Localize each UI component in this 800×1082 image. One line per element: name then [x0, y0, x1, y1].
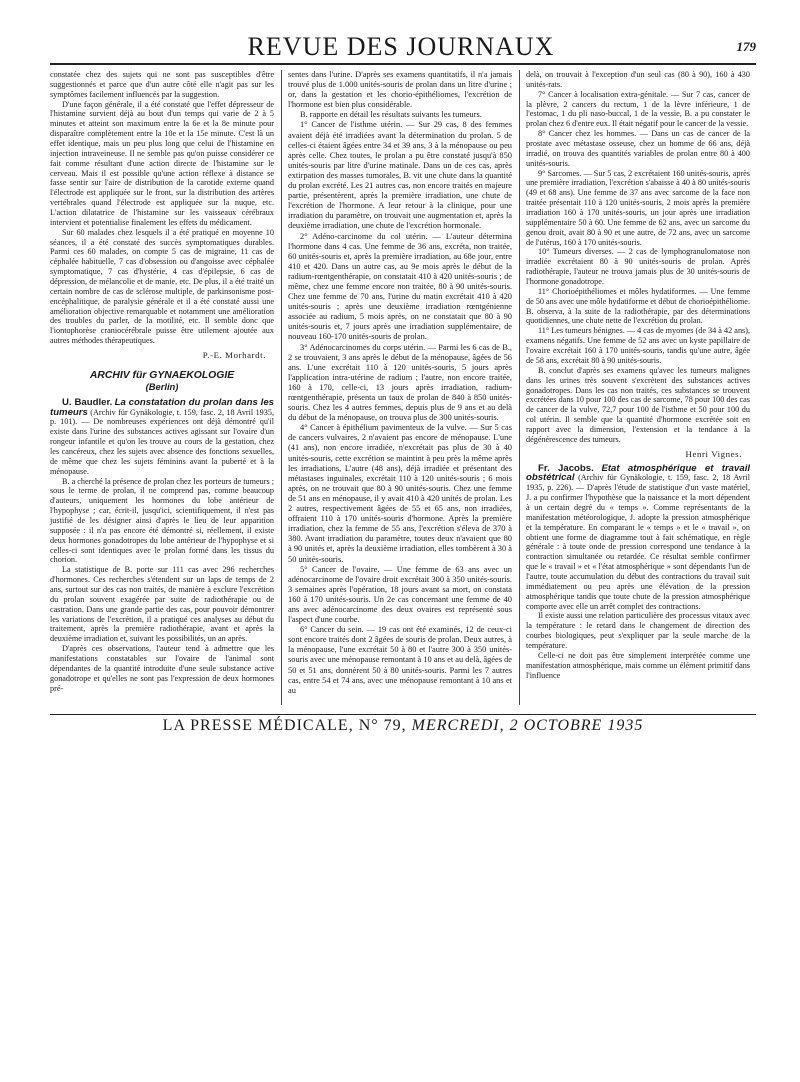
column-3 [526, 70, 750, 680]
paragraph: 9° Sarcomes. — Sur 5 cas, 2 excrétaient 160 unités-souris, après une première irradiation, l'excrétion s'abaisse à 40 à 80 unités-souris (49 et 68 ans). Une femme de 37 ans avec sarcome de la face non traitée présentait 110 à 120 unités-souris, 2 mois après la première irradiation 160 à 170 unités-souris, un jour après une irradiation supplémentaire 50 à 60. Une femme de 62 ans, avec un sarcome du genou droit, avait 80 à 90 et une autre, de 72 ans, avec un sarcome de l'utérus, 160 à 170 unités-souris. [526, 168, 750, 247]
paragraph: 7° Cancer à localisation extra-génitale. — Sur 7 cas, cancer de la plèvre, 2 cancers du rectum, 1 de la lèvre inférieure, 1 de l'estomac, 1 du pli naso-buccal, 1 de la vessie, B. a pu constater le prolan chez 6 d'entre eux. Il était négatif pour le cancer de la vessie. [526, 89, 750, 129]
paragraph: Celle-ci ne doit pas être simplement interprétée comme une manifestation atmosphérique, mais comme un élément primitif dans l'influence [526, 650, 750, 680]
article-citation: (Archiv für Gynäkologie, t. 159, fasc. 2, 18 Avril 1935, p. 226). — [526, 473, 751, 493]
page-header [50, 31, 756, 63]
footer-date: MERCREDI, 2 OCTOBRE 1935 [411, 717, 644, 734]
paragraph: 3° Adénocarcinomes du corps utérin. — Parmi les 6 cas de B., 2 se trouvaient, 3 ans après le début de la ménopause, âgées de 56 ans. L'une excrétait 110 à 120 unités-souris, 5 jours après l'application intra-utérine de radium ; l'autre, non encore traitée, 160 à 170, celle-ci, 13 jours après irradiation, radium-rœntgenthérapie, présenta un taux de prolan de 840 à 850 unités-souris. Chez les 4 autres femmes, depuis plus de 9 ans et au delà du début de la ménopause, on trouva plus de 300 unités-souris. [288, 342, 512, 423]
article-title: La constatation du prolan dans les tumeurs [50, 396, 275, 418]
paragraph: D'après ces observations, l'auteur tend à admettre que les manifestations constatables sur l'ovaire de l'animal sont dépendantes de la quantité introduite d'une seule substance active gonadotrope et qu'elles ne sont pas l'expression de deux hormones pré- [50, 644, 274, 693]
paragraph: B. rapporte en détail les résultats suivants les tumeurs. [300, 110, 482, 120]
paragraph: 5° Cancer de l'ovaire. — Une femme de 63 ans avec un adénocarcinome de l'ovaire droit excrétait 300 à 350 unités-souris. 3 semaines après l'opération, 18 jours avant sa mort, on constata 160 à 170 unités-souris. Un 2e cas concernant une femme de 40 ans avec adénocarcinome des deux ovaires est représenté sous l'aspect d'une courbe. [288, 564, 512, 625]
article-text: De nombreuses expériences ont déjà démontré qu'il existe dans l'urine des substances actives agissant sur l'ovaire d'un rongeur infantile et qu'on les trouve au cours de la gestation, chez les cancéreux, chez les sujets avec absence des fonctions sexuelles, de même que chez les sujets féminins avant la puberté et à la ménopause. [50, 417, 274, 476]
section-title: ARCHIV für GYNAEKOLOGIE [89, 369, 235, 381]
column-divider [281, 70, 282, 705]
footer-rule [50, 714, 756, 715]
article-author: Fr. Jacobs. [538, 462, 594, 474]
paragraph: 10° Tumeurs diverses. — 2 cas de lymphogranulomatose non irradiée excrétaient 80 à 90 unités-souris de prolan. Après radiothérapie, l'auteur ne trouva jamais plus de 30 unités-souris de l'hormone gonadotrope. [526, 247, 750, 287]
article-title: Etat atmosphérique et travail obstétrical [526, 462, 751, 484]
paragraph: 1° Cancer de l'isthme utérin. — Sur 29 cas, 8 des femmes avaient déjà été irradiées avant la détermination du prolan. 5 de celles-ci étaient âgées entre 34 et 39 ans, 3 à la ménopause ou peu après celle. Chez toutes, le prolan a pu être constaté jusqu'à 850 unités-souris par litre d'urine matinale. Dans un de ces cas, après extirpation des masses tumorales, B. vit une chute dans la quantité du prolan excrété. Les 21 autres cas, non encore traités en majeure partie, présentèrent, après la première irradiation, une chute de l'excrétion de l'hormone. A leur retour à la clinique, pour une irradiation du paramètre, on trouvait une augmentation et, après la deuxième irradiation, une chute de l'excrétion hormonale. [288, 120, 512, 231]
article-author: U. Baudler. [62, 396, 113, 408]
section-city: (Berlin) [145, 380, 179, 392]
paragraph: constatée chez des sujets qui ne sont pas susceptibles d'être suggestionnés et parce que d'un autre côté elle n'agit pas sur les symptômes facilement influencés par la suggestion. [50, 70, 274, 99]
article-citation: (Archiv für Gynäkologie, t. 159, fasc. 2, 18 Avril 1935, p. 101). — [50, 407, 275, 427]
paragraph: delà, on trouvait à l'exception d'un seul cas (80 à 90), 160 à 430 unités-rats. [526, 70, 750, 89]
paragraph: 2° Adéno-carcinome du col utérin. — L'auteur détermina l'hormone dans 4 cas. Une femme de 36 ans, excréta, non traitée, 60 unités-souris et, après la première irradiation, au 68e jour, entre 410 et 420. Dans un autre cas, au 9e mois après le début de la radium-rœntgenthérapie, on constatait 410 à 420 unités-souris ; de même, chez une femme encore non traitée, 80 à 90 unités-souris. Chez une femme de 70 ans, l'urine du matin excrétait 410 à 420 unités-souris ; après une deuxième irradiation rœntgénienne associée au radium, 5 mois après, on ne constatait que 80 à 90 unités-souris et, 7 jours après une irradiation supplémentaire, de nouveau 160-170 unités-souris de prolan. [288, 231, 512, 342]
page-footer [50, 717, 756, 735]
article-columns [50, 70, 756, 705]
footer-journal: LA PRESSE MÉDICALE, N° 79, [162, 717, 407, 734]
paragraph: B. a cherché la présence de prolan chez les porteurs de tumeurs ; sous le terme de prolan, il ne comprend pas, comme beaucoup d'auteurs, uniquement les hormones du lobe antérieur de l'hypophyse ; car, écrit-il, jusqu'ici, scientifiquement, il n'est pas justifié de les désigner ainsi d'après le lieu de leur apparition supposée : il n'a pas encore été démontré si, réellement, il existe deux hormones gonadotropes du lobe antérieur de l'hypophyse et si celles-ci sont identiques avec le prolan formé dans les tissus du chorion. [50, 476, 274, 565]
author-signature: P.-E. Morhardt. [202, 350, 266, 361]
paragraph: La statistique de B. porte sur 111 cas avec 296 recherches d'hormones. Ces recherches s'étendent sur un laps de temps de 2 ans, surtout sur des cas non traités, de manière à exclure l'excrétion du prolan souvent exagérée par suite de radiothérapie ou de castration. Dans une grande partie des cas, pour pouvoir démontrer les variations de l'excrétion, il a pratiqué ces analyses au début du traitement, après la première radiothérapie, avant et après la deuxième irradiation et, suivant les possibilités, un an après. [50, 565, 274, 644]
article-intro [50, 398, 274, 477]
paragraph: sentes dans l'urine. D'après ses examens quantitatifs, il n'a jamais trouvé plus de 1.000 unités-souris de prolan dans un litre d'urine ; or, dans la gestation et les chorio-épithéliomes, l'excrétion de l'hormone est bien plus considérable. [288, 70, 512, 110]
paragraph: 8° Cancer chez les hommes. — Dans un cas de cancer de la prostate avec métastase osseuse, chez un homme de 66 ans, déjà irradié, on trouva des quantités variables de prolan entre 80 à 400 unités-souris. [526, 129, 750, 168]
column-divider [519, 70, 520, 705]
paragraph: 11° Chorioépithéliomes et môles hydatiformes. — Une femme de 50 ans avec une môle hydatiforme et début de chorioépithéliome. B. observa, à la suite de la radiothérapie, par des déterminations quotidiennes, une chute nette de l'excrétion du prolan. [526, 286, 750, 326]
article-intro [526, 464, 750, 612]
paragraph: 6° Cancer du sein. — 19 cas ont été examinés, 12 de ceux-ci sont encore traités dont 2 âgées de souris de prolan. Deux autres, à la ménopause, l'une excrétait 50 à 80 et l'autre 300 à 350 unités-souris avec une ménopause remontant à 10 ans et au delà, âgées de 50 et 51 ans, donnèrent 50 à 80 unités-souris. Parmi les 7 autres cas, entre 54 et 74 ans, avec une ménopause remontant à 10 ans et au [288, 625, 512, 695]
paragraph: 4° Cancer à épithélium pavimenteux de la vulve. — Sur 5 cas de cancers vulvaires, 2 n'avaient pas encore de ménopause. L'une (41 ans), non encore irradiée, n'excrétait pas plus de 30 à 40 unités-souris, cette excrétion se maintint à peu près la même après les irradiations, L'autre (48 ans), déjà irradiée et présentant des métastases inguinales, excrétait 110 à 120 unités-souris ; 6 mois après, on ne trouvait que 80 à 90 unités-souris. Chez une femme de 51 ans en ménopause, il y avait 410 à 420 unités de prolan. Les 2 autres, respectivement âgées de 55 et 65 ans, non irradiées, offraient 110 à 170 unités-souris d'hormone. Après la première irradiation, chez la femme de 55 ans, l'excrétion s'éleva de 370 à 380. Avant irradiation du paramètre, toutes deux n'avaient que 80 à 90 unités et, après la deuxième irradiation, elles tombèrent à 30 à 50 unités-souris. [288, 423, 512, 564]
column-1 [50, 70, 274, 693]
article-text: D'après l'étude de statistique d'un vaste matériel, J. a pu confirmer l'hypothèse que la naissance et la mort dépendent à un certain degré du « temps ». Comme représentants de la manifestation météorologique, J. adopte la pression atmosphérique et la température. En comparant le « temps » et le « travail », on obtient une forme de diagramme tout à fait schématique, en règle générale : à toute onde de pression correspond une tendance à la contraction simultanée ou retardée. Ce résultat semble confirmer que le « travail » et « l'état atmosphérique » sont dépendants l'un de l'autre, toute accumulation du début des contractions du travail suit immédiatement ou peu après une élévation de la pression atmosphérique tandis que toute chute de la pression atmosphérique comporte avec elle un arrêt complet des contractions. [526, 483, 750, 611]
paragraph: Il existe aussi une relation particulière des processus vitaux avec la température : le retard dans le changement de direction des courbes biologiques, peut s'expliquer par la seule marche de la température. [526, 611, 750, 650]
page-number: 179 [736, 39, 756, 54]
running-title: REVUE DES JOURNAUX [247, 32, 555, 61]
paragraph: 11° Les tumeurs bénignes. — 4 cas de myomes (de 34 à 42 ans), examens négatifs. Une femme de 52 ans avec un kyste papillaire de l'ovaire excrétait 160 à 170 unités-souris, tandis qu'une autre, âgée de 58 ans, excrétait 80 à 90 unités-souris. [526, 326, 750, 365]
paragraph: Sur 60 malades chez lesquels il a été pratiqué en moyenne 10 séances, il a été constaté des succès symptomatiques durables. Parmi ces 60 malades, on compte 5 cas de migraine, 11 cas de céphalée habituelle, 7 cas d'obsession ou d'angoisse avec céphalée symptomatique, 7 cas d'hystérie, 4 cas d'épilepsie, 6 cas de dépression, de mélancolie et de manie, etc. De plus, il a été traité un certain nombre de cas de sclérose multiple, de parkinsonisme post-encéphalitique, de paralysie générale et il a été constaté aussi une amélioration objective remarquable et notamment une amélioration des troubles du parler, de la motilité, etc. Il semble donc que l'iontophorèse craniocérébrale puisse être utilement ajoutée aux autres méthodes thérapeutiques. [50, 227, 274, 346]
paragraph: D'une façon générale, il a été constaté que l'effet dépresseur de l'histamine survient déjà au bout d'un temps qui varie de 2 à 5 minutes et atteint son maximum entre la 6e et la 8e minute pour disparaître complètement entre la 10e et la 15e minute. C'est là un effet identique, mais un peu plus long que celui de l'histamine en injection intraveineuse. Il ne semble pas qu'on puisse considérer ce fait comme résultant d'une action directe de l'histamine sur le cerveau. Mais il est possible qu'une action réflexe à distance se fasse sentir sur l'aire de distribution de la carotide externe quand l'électrode est appliquée sur le front, sur la distribution des artères vertébrales quand l'électrode est appliquée sur la nuque, etc. L'action dilatatrice de l'histamine sur les vaisseaux cérébraux intervient et potentialise finalement les effets du médicament. [50, 99, 274, 227]
author-signature: Henri Vignes. [685, 448, 742, 459]
column-2 [288, 70, 512, 696]
header-rule [50, 63, 756, 65]
paragraph: B. conclut d'après ses examens qu'avec les tumeurs malignes dans les urines très souvent s'excrètent des substances actives gonadotropes. Dans les cas non traités, ces substances se trouvent excrétées dans 10 pour 100 des cas de sarcome, 78 pour 100 des cas de cancer de la vulve, 72,7 pour 100 de l'isthme et 50 pour 100 du col utérin. Il semble que la quantité d'hormone excrétée soit en rapport avec la dimension, l'extension et la tendance à la dégénérescence des tumeurs. [526, 365, 750, 444]
